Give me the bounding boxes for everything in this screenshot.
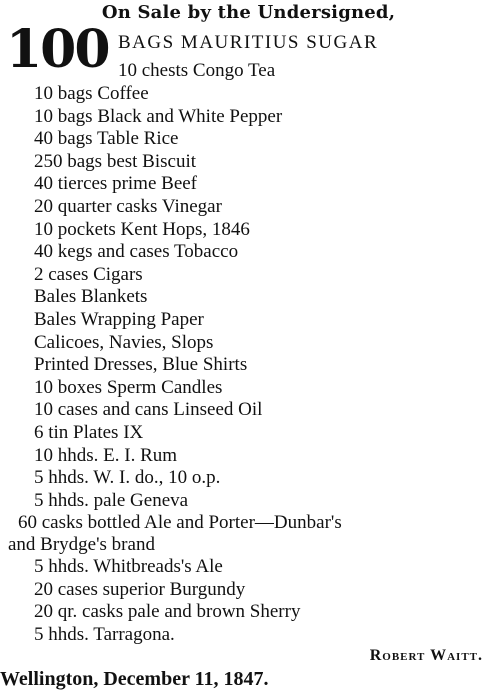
list-item: 5 hhds. W. I. do., 10 o.p. [34, 467, 221, 489]
big-number: 100 [6, 19, 109, 80]
ad-heading: On Sale by the Undersigned, [101, 2, 396, 23]
list-item: 5 hhds. Tarragona. [34, 624, 175, 646]
wide-item-continuation: and Brydge's brand [8, 534, 155, 556]
list-item: 5 hhds. Whitbreads's Ale [34, 556, 223, 578]
list-item: 20 quarter casks Vinegar [34, 195, 222, 217]
wide-item-first: 60 casks bottled Ale and Porter—Dunbar's [18, 512, 342, 534]
list-item: 10 pockets Kent Hops, 1846 [34, 218, 250, 240]
list-item: Bales Blankets [34, 286, 148, 308]
list-item: 10 bags Coffee [34, 83, 149, 104]
list-item: 5 hhds. pale Geneva [34, 489, 189, 511]
list-item: 10 boxes Sperm Candles [34, 376, 223, 398]
list-item-wide [0, 512, 497, 556]
first-item: BAGS MAURITIUS SUGAR [118, 32, 379, 53]
list-item: Printed Dresses, Blue Shirts [34, 354, 248, 376]
second-item: 10 chests Congo Tea [118, 60, 276, 81]
list-item: 2 cases Cigars [34, 263, 143, 285]
list-item: 10 hhds. E. I. Rum [34, 444, 178, 466]
list-item: 20 qr. casks pale and brown Sherry [34, 601, 301, 623]
dateline: Wellington, December 11, 1847. [0, 668, 269, 690]
list-item: 40 bags Table Rice [34, 128, 179, 150]
list-item: 20 cases superior Burgundy [34, 578, 246, 600]
list-item: 40 tierces prime Beef [34, 173, 198, 195]
list-item: 6 tin Plates IX [34, 421, 144, 443]
list-item: Calicoes, Navies, Slops [34, 331, 214, 353]
list-item: 40 kegs and cases Tobacco [34, 241, 239, 263]
signature: Robert Waitt. [369, 647, 483, 664]
list-item: Bales Wrapping Paper [34, 308, 204, 330]
list-item: 10 bags Black and White Pepper [34, 105, 283, 127]
list-item: 250 bags best Biscuit [34, 150, 197, 172]
list-item: 10 cases and cans Linseed Oil [34, 399, 263, 421]
item-list [0, 83, 497, 647]
